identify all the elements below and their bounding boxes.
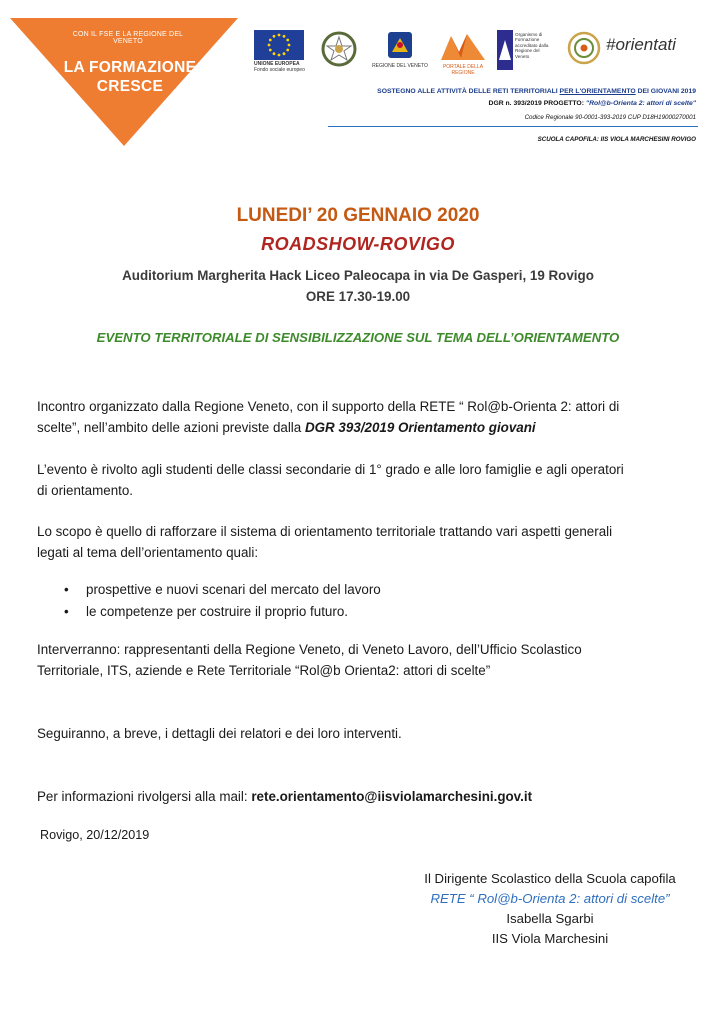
banner-title: LA FORMAZIONE CRESCE: [63, 59, 197, 95]
orientati-text: #orientati: [606, 35, 676, 54]
eu-flag-logo: [254, 30, 304, 72]
header-divider: [328, 126, 698, 127]
header-support-line: SOSTEGNO ALLE ATTIVITÀ DELLE RETI TERRITORIALI PER L'ORIENTAMENTO DEI GIOVANI 2019: [377, 88, 696, 95]
org-caption: Organismo di Formazione accreditato dalla Regione del Veneto: [515, 32, 549, 59]
eu-caption: UNIONE EUROPEA: [254, 61, 300, 67]
eu-caption-sub: Fondo sociale europeo: [254, 67, 305, 73]
event-title: ROADSHOW-ROVIGO: [261, 234, 455, 254]
signature-rete: RETE “ Rol@b-Orienta 2: attori di scelte”: [430, 891, 670, 906]
list-item: • prospettive e nuovi scenari del mercato del lavoro: [86, 579, 381, 601]
topics-list: [64, 579, 381, 623]
event-venue: Auditorium Margherita Hack Liceo Paleocapa in via De Gasperi, 19 Rovigo: [122, 268, 594, 283]
paragraph-purpose: Lo scopo è quello di rafforzare il sistema di orientamento territoriale trattando vari aspetti generali legati al tema dell’orientamento quali:: [37, 524, 613, 560]
italian-republic-emblem-icon: [320, 30, 360, 72]
signature-school: IIS Viola Marchesini: [491, 931, 609, 946]
event-date: LUNEDI’ 20 GENNAIO 2020: [236, 205, 480, 226]
paragraph-followup: Seguiranno, a breve, i dettagli dei relatori e dei loro interventi.: [37, 726, 402, 741]
orientati-logo: [566, 30, 686, 72]
place-date: Rovigo, 20/12/2019: [40, 828, 150, 842]
contact-line: Per informazioni rivolgersi alla mail: rete.orientamento@iisviolamarchesini.gov.it: [37, 789, 533, 804]
header-code-line: Codice Regionale 90-0001-393-2019 CUP D18H19000270001: [524, 114, 696, 121]
event-theme: EVENTO TERRITORIALE DI SENSIBILIZZAZIONE SUL TEMA DELL’ORIENTAMENTO: [96, 330, 620, 345]
portale-logo: [437, 30, 489, 76]
header-dgr-line: DGR n. 393/2019 PROGETTO: "Rol@b-Orienta 2: attori di scelte": [488, 100, 696, 107]
signature-name: Isabella Sgarbi: [506, 911, 594, 926]
banner-subtitle: CON IL FSE E LA REGIONE DEL VENETO: [72, 31, 184, 45]
portale-caption: PORTALE DELLA REGIONE: [442, 64, 484, 76]
header-school-line: SCUOLA CAPOFILA: IIS VIOLA MARCHESINI ROVIGO: [537, 136, 696, 143]
paragraph-audience: L’evento è rivolto agli studenti delle classi secondarie di 1° grado e alle loro famiglie e agli operatori di orientamento.: [37, 462, 624, 498]
contact-email-link[interactable]: rete.orientamento@iisviolamarchesini.gov.it: [251, 789, 533, 804]
signature-block: [400, 869, 700, 949]
event-hours: ORE 17.30-19.00: [305, 289, 411, 304]
paragraph-intro: Incontro organizzato dalla Regione Veneto, con il supporto della RETE “ Rol@b-Orienta 2: attori di scelte”, nell’ambito delle azioni previste dalla DGR 393/2019 Orientamento giovani: [37, 399, 620, 435]
regione-veneto-logo: [372, 30, 428, 72]
regione-caption: REGIONE DEL VENETO: [372, 63, 428, 69]
list-item: • le competenze per costruire il proprio futuro.: [86, 601, 381, 623]
accredited-organism-logo: [497, 30, 555, 72]
paragraph-speakers: Interverranno: rappresentanti della Regione Veneto, di Veneto Lavoro, dell’Ufficio Scolastico Territoriale, ITS, aziende e Rete Territoriale “Rol@b Orienta2: attori di scelte”: [37, 642, 582, 678]
signature-role: Il Dirigente Scolastico della Scuola capofila: [424, 871, 676, 886]
